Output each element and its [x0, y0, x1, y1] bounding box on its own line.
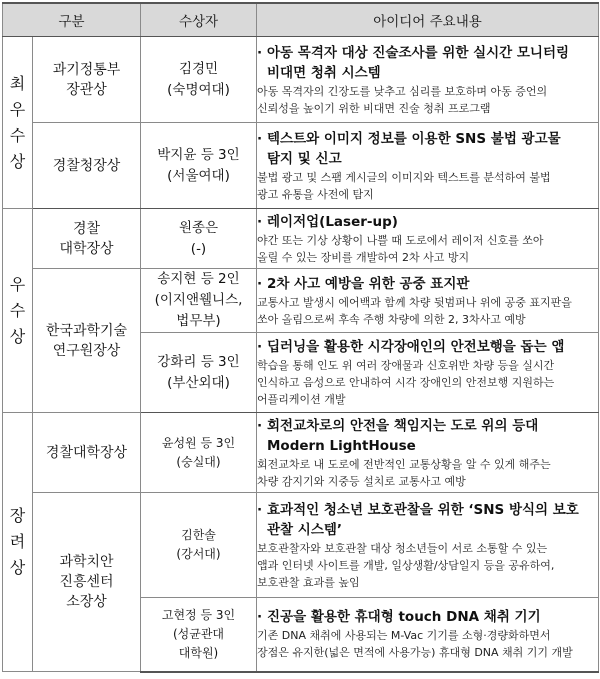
winner-name: 김경민 (숙명여대) — [141, 37, 257, 123]
grade-excellence-prize: 우 수 상 — [3, 209, 33, 413]
winner-name: 김한솔 (강서대) — [141, 493, 257, 598]
award-name: 경찰대학장상 — [33, 413, 141, 493]
award-name: 경찰청장상 — [33, 123, 141, 209]
idea-content: · 효과적인 청소년 보호관찰을 위한 ‘SNS 방식의 보호 관찰 시스템’ 보호관찰자와 보호관찰 대상 청소년들이 서로 소통할 수 있는 앱과 인터넷 사이트를 개발, 일상생활/상담일지 등을 공유하여, 보호관찰 효과를 높임 — [257, 493, 599, 598]
idea-content: · 딥러닝을 활용한 시각장애인의 안전보행을 돕는 앱 학습을 통해 인도 위 여러 장애물과 신호위반 차량 등을 실시간 인식하고 음성으로 안내하여 시각 장애인의 안전보행 지원하는 어플리케이션 개발 — [257, 333, 599, 413]
header-category: 구분 — [3, 3, 141, 37]
awards-table — [2, 2, 599, 673]
award-name: 경찰 대학장상 — [33, 209, 141, 269]
winner-name: 윤성원 등 3인 (숭실대) — [141, 413, 257, 493]
winner-name: 송지현 등 2인 (이지앤웰니스, 법무부) — [141, 269, 257, 333]
idea-content: · 2차 사고 예방을 위한 공중 표지판 교통사고 발생시 에어백과 함께 차량 뒷범퍼나 위에 공중 표지판을 쏘아 올림으로써 후속 주행 차량에 의한 2, 3차사고 예방 — [257, 269, 599, 333]
table-row — [3, 413, 599, 493]
idea-content: · 회전교차로의 안전을 책임지는 도로 위의 등대 Modern LightHouse 회전교차로 내 도로에 전반적인 교통상황을 알 수 있게 해주는 차량 감지기와 지중등 설치로 교통사고 예방 — [257, 413, 599, 493]
award-name: 한국과학기술 연구원장상 — [33, 269, 141, 413]
idea-content: · 레이저업(Laser-up) 야간 또는 기상 상황이 나쁠 때 도로에서 레이저 신호를 쏘아 올릴 수 있는 장비를 개발하여 2차 사고 방지 — [257, 209, 599, 269]
table-row — [3, 209, 599, 269]
header-row — [3, 3, 599, 37]
table-row — [3, 123, 599, 209]
grade-encouragement-prize: 장 려 상 — [3, 413, 33, 672]
header-idea: 아이디어 주요내용 — [257, 3, 599, 37]
header-winner: 수상자 — [141, 3, 257, 37]
idea-content: · 아동 목격자 대상 진술조사를 위한 실시간 모니터링 비대면 청취 시스템 아동 목격자의 긴장도를 낮추고 심리를 보호하며 아동 증언의 신뢰성을 높이기 위한 비대면 진술 청취 프로그램 — [257, 37, 599, 123]
table-row — [3, 493, 599, 598]
grade-grand-prize: 최 우 수 상 — [3, 37, 33, 209]
award-name: 과기정통부 장관상 — [33, 37, 141, 123]
award-name: 과학치안 진흥센터 소장상 — [33, 493, 141, 672]
table-row — [3, 269, 599, 333]
winner-name: 원종은 (-) — [141, 209, 257, 269]
winner-name: 강화리 등 3인 (부산외대) — [141, 333, 257, 413]
idea-content: · 진공을 활용한 휴대형 touch DNA 채취 기기 기존 DNA 채취에 사용되는 M-Vac 기기를 소형·경량화하면서 장점은 유지한(넓은 면적에 사용가능) 휴대형 DNA 채취 기기 개발 — [257, 598, 599, 672]
winner-name: 고현정 등 3인 (성균관대 대학원) — [141, 598, 257, 672]
winner-name: 박지윤 등 3인 (서울여대) — [141, 123, 257, 209]
idea-content: · 텍스트와 이미지 정보를 이용한 SNS 불법 광고물 탐지 및 신고 불법 광고 및 스팸 게시글의 이미지와 텍스트를 분석하여 불법 광고 유통을 사전에 탐지 — [257, 123, 599, 209]
table-row — [3, 37, 599, 123]
